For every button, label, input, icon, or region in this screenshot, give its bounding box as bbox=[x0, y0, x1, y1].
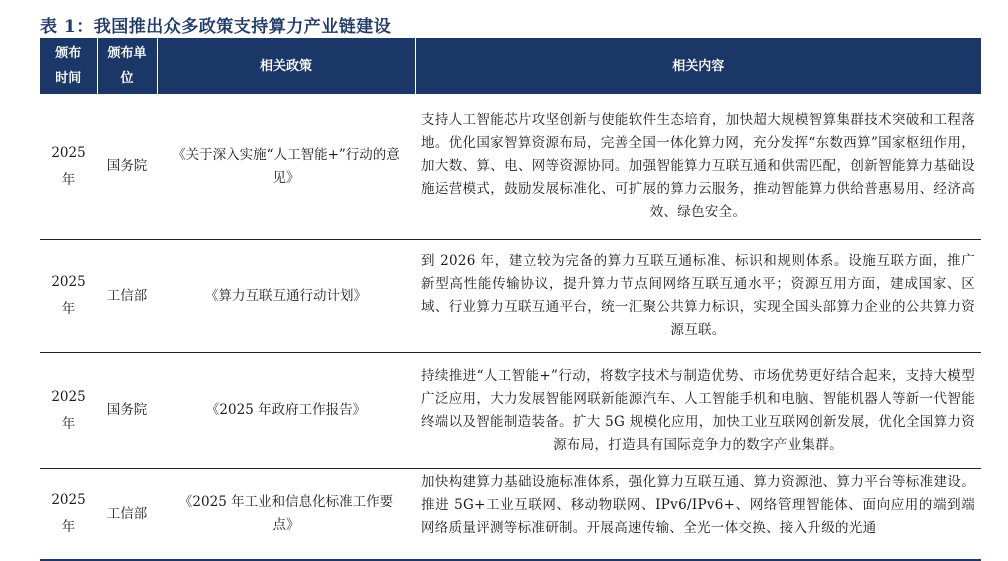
row-year-suffix: 年 bbox=[61, 301, 76, 317]
table-header-row bbox=[40, 38, 981, 94]
row-content: 支持人工智能芯片攻坚创新与使能软件生态培育，加快超大规模智算集群技术突破和工程落地。优化国家智算资源布局，完善全国一体化算力网，充分发挥“东数西算”国家枢纽作用，加大数、算、电、网等资源协同。加强智能算力互联互通和供需匹配，创新智能算力基础设施运营模式，鼓励发展标准化、可扩展的算力云服务，推动智能算力供给普惠易用、经济高效、绿色安全。 bbox=[415, 94, 981, 240]
row-year-suffix: 年 bbox=[61, 171, 76, 188]
header-release-unit bbox=[97, 38, 157, 94]
row-year-number: 2025 bbox=[51, 492, 86, 508]
header-related-content: 相关内容 bbox=[415, 38, 981, 94]
row-policy: 《2025 年政府工作报告》 bbox=[157, 353, 415, 469]
row-policy: 《算力互联互通行动计划》 bbox=[157, 240, 415, 353]
row-unit: 工信部 bbox=[97, 469, 157, 561]
row-unit: 国务院 bbox=[97, 94, 157, 240]
row-policy: 《关于深入实施“人工智能+”行动的意见》 bbox=[157, 94, 415, 240]
table-row bbox=[40, 353, 981, 469]
row-content: 到 2026 年，建立较为完备的算力互联互通标准、标识和规则体系。设施互联方面，推广新型高性能传输协议，提升算力节点间网络互联互通水平；资源互用方面，建成国家、区域、行业算力互联互通平台，统一汇聚公共算力标识，实现全国头部算力企业的公共算力资源互联。 bbox=[415, 240, 981, 353]
row-year bbox=[40, 469, 97, 561]
row-year bbox=[40, 94, 97, 240]
row-content: 持续推进“人工智能+”行动，将数字技术与制造优势、市场优势更好结合起来，支持大模型广泛应用，大力发展智能网联新能源汽车、人工智能手机和电脑、智能机器人等新一代智能终端以及智能制造装备。扩大 5G 规模化应用，加快工业互联网创新发展，优化全国算力资源布局，打造具有国际竞争力的数字产业集群。 bbox=[415, 353, 981, 469]
row-unit: 国务院 bbox=[97, 353, 157, 469]
row-year-number: 2025 bbox=[51, 274, 86, 290]
row-year-number: 2025 bbox=[51, 144, 86, 161]
row-policy: 《2025 年工业和信息化标准工作要点》 bbox=[157, 469, 415, 561]
row-year bbox=[40, 240, 97, 353]
table-title: 表 1：我国推出众多政策支持算力产业链建设 bbox=[40, 17, 392, 37]
header-release-unit-line2: 位 bbox=[120, 71, 134, 86]
table-row bbox=[40, 469, 981, 561]
row-unit: 工信部 bbox=[97, 240, 157, 353]
table-row bbox=[40, 94, 981, 240]
header-release-unit-line1: 颁布单 bbox=[107, 46, 147, 61]
row-year-suffix: 年 bbox=[61, 519, 76, 535]
header-release-time-line1: 颁布 bbox=[55, 46, 82, 61]
header-release-time bbox=[40, 38, 97, 94]
row-content: 加快构建算力基础设施标准体系，强化算力互联互通、算力资源池、算力平台等标准建设。推进 5G+工业互联网、移动物联网、IPv6/IPv6+、网络管理智能体、面向应用的端到端网络质量评测等标准研制。开展高速传输、全光一体交换、接入升级的光通 bbox=[415, 469, 981, 561]
policy-table bbox=[40, 38, 981, 561]
table-row bbox=[40, 240, 981, 353]
row-year bbox=[40, 353, 97, 469]
row-year-number: 2025 bbox=[51, 388, 86, 405]
header-release-time-line2: 时间 bbox=[55, 71, 82, 86]
row-year-suffix: 年 bbox=[61, 415, 76, 432]
header-related-policy: 相关政策 bbox=[157, 38, 415, 94]
